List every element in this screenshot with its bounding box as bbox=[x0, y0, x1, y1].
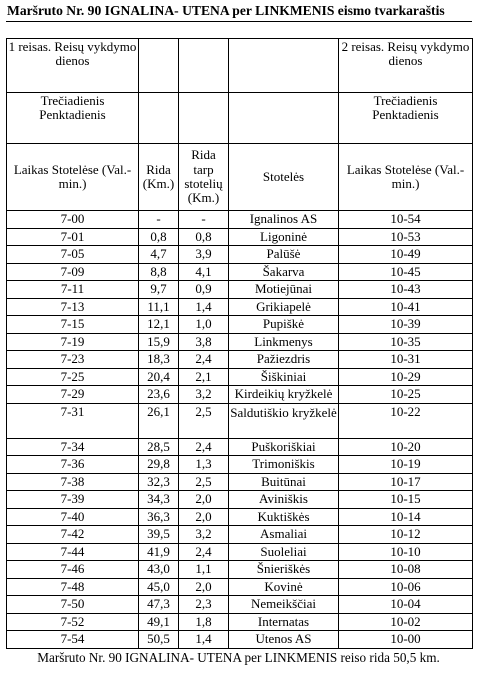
cell-stop-name: Šiškiniai bbox=[229, 368, 339, 386]
cell-stop-name: Kovinė bbox=[229, 578, 339, 596]
cell-distance: - bbox=[139, 211, 179, 229]
cell-time-trip2: 10-54 bbox=[339, 211, 473, 229]
cell-time-trip2: 10-45 bbox=[339, 263, 473, 281]
cell-distance: 39,5 bbox=[139, 526, 179, 544]
cell-distance-between: 2,5 bbox=[179, 403, 229, 438]
table-row bbox=[7, 543, 473, 561]
table-row bbox=[7, 228, 473, 246]
empty-cell bbox=[139, 39, 179, 93]
cell-distance: 32,3 bbox=[139, 473, 179, 491]
title-underline bbox=[6, 21, 472, 22]
cell-distance: 45,0 bbox=[139, 578, 179, 596]
cell-stop-name: Šnieriškės bbox=[229, 561, 339, 579]
empty-cell bbox=[229, 39, 339, 93]
empty-cell bbox=[179, 39, 229, 93]
cell-distance-between: 2,4 bbox=[179, 543, 229, 561]
cell-distance-between: 1,3 bbox=[179, 456, 229, 474]
cell-time-trip2: 10-08 bbox=[339, 561, 473, 579]
table-row bbox=[7, 438, 473, 456]
cell-distance: 4,7 bbox=[139, 246, 179, 264]
cell-time-trip2: 10-14 bbox=[339, 508, 473, 526]
cell-distance-between: 3,2 bbox=[179, 526, 229, 544]
cell-time-trip2: 10-41 bbox=[339, 298, 473, 316]
table-row bbox=[7, 211, 473, 229]
cell-distance: 28,5 bbox=[139, 438, 179, 456]
cell-time-trip1: 7-31 bbox=[7, 403, 139, 438]
table-row bbox=[7, 526, 473, 544]
cell-stop-name: Internatas bbox=[229, 613, 339, 631]
table-row bbox=[7, 333, 473, 351]
cell-stop-name: Trimoniškis bbox=[229, 456, 339, 474]
cell-distance-between: 2,4 bbox=[179, 351, 229, 369]
route-distance-note: Maršruto Nr. 90 IGNALINA- UTENA per LINKMENIS reiso rida 50,5 km. bbox=[37, 650, 440, 665]
cell-time-trip1: 7-05 bbox=[7, 246, 139, 264]
cell-time-trip1: 7-15 bbox=[7, 316, 139, 334]
cell-time-trip1: 7-48 bbox=[7, 578, 139, 596]
cell-time-trip2: 10-15 bbox=[339, 491, 473, 509]
cell-time-trip2: 10-43 bbox=[339, 281, 473, 299]
cell-distance: 20,4 bbox=[139, 368, 179, 386]
cell-time-trip2: 10-39 bbox=[339, 316, 473, 334]
cell-time-trip2: 10-06 bbox=[339, 578, 473, 596]
cell-distance-between: 2,3 bbox=[179, 596, 229, 614]
cell-distance: 11,1 bbox=[139, 298, 179, 316]
cell-time-trip1: 7-25 bbox=[7, 368, 139, 386]
cell-time-trip1: 7-38 bbox=[7, 473, 139, 491]
cell-time-trip1: 7-11 bbox=[7, 281, 139, 299]
cell-stop-name: Nemeikščiai bbox=[229, 596, 339, 614]
table-row bbox=[7, 631, 473, 649]
cell-distance-between: 2,1 bbox=[179, 368, 229, 386]
cell-time-trip1: 7-23 bbox=[7, 351, 139, 369]
cell-time-trip1: 7-40 bbox=[7, 508, 139, 526]
cell-stop-name: Pažiezdris bbox=[229, 351, 339, 369]
cell-time-trip2: 10-53 bbox=[339, 228, 473, 246]
cell-distance: 18,3 bbox=[139, 351, 179, 369]
table-row bbox=[7, 351, 473, 369]
table-row bbox=[7, 508, 473, 526]
table-row bbox=[7, 578, 473, 596]
column-header-time2: Laikas Stotelėse (Val.- min.) bbox=[339, 144, 473, 211]
cell-stop-name: Suoleliai bbox=[229, 543, 339, 561]
cell-stop-name: Palūšė bbox=[229, 246, 339, 264]
cell-distance-between: 1,0 bbox=[179, 316, 229, 334]
cell-time-trip1: 7-50 bbox=[7, 596, 139, 614]
cell-stop-name: Saldutiškio kryžkelė bbox=[229, 403, 339, 438]
cell-distance: 50,5 bbox=[139, 631, 179, 649]
cell-time-trip1: 7-09 bbox=[7, 263, 139, 281]
empty-cell bbox=[139, 93, 179, 144]
cell-time-trip1: 7-00 bbox=[7, 211, 139, 229]
cell-stop-name: Ligoninė bbox=[229, 228, 339, 246]
cell-time-trip1: 7-19 bbox=[7, 333, 139, 351]
cell-distance: 36,3 bbox=[139, 508, 179, 526]
cell-stop-name: Motiejūnai bbox=[229, 281, 339, 299]
cell-time-trip1: 7-29 bbox=[7, 386, 139, 404]
cell-time-trip2: 10-04 bbox=[339, 596, 473, 614]
cell-distance: 43,0 bbox=[139, 561, 179, 579]
cell-stop-name: Buitūnai bbox=[229, 473, 339, 491]
cell-distance: 34,3 bbox=[139, 491, 179, 509]
cell-distance-between: 0,8 bbox=[179, 228, 229, 246]
document-title: Maršruto Nr. 90 IGNALINA- UTENA per LINKMENIS eismo tvarkaraštis bbox=[7, 3, 445, 18]
cell-distance: 26,1 bbox=[139, 403, 179, 438]
cell-stop-name: Aviniškis bbox=[229, 491, 339, 509]
cell-distance-between: 3,9 bbox=[179, 246, 229, 264]
column-header-distance-between: Rida tarp stotelių (Km.) bbox=[179, 144, 229, 211]
table-row bbox=[7, 561, 473, 579]
cell-distance-between: 1,8 bbox=[179, 613, 229, 631]
cell-stop-name: Linkmenys bbox=[229, 333, 339, 351]
cell-distance-between: 0,9 bbox=[179, 281, 229, 299]
column-header-time1: Laikas Stotelėse (Val.- min.) bbox=[7, 144, 139, 211]
cell-stop-name: Utenos AS bbox=[229, 631, 339, 649]
column-header-stops: Stotelės bbox=[229, 144, 339, 211]
cell-distance-between: 1,4 bbox=[179, 298, 229, 316]
cell-distance-between: 1,1 bbox=[179, 561, 229, 579]
cell-distance: 9,7 bbox=[139, 281, 179, 299]
schedule-table bbox=[6, 38, 473, 649]
column-header-distance: Rida (Km.) bbox=[139, 144, 179, 211]
cell-distance: 47,3 bbox=[139, 596, 179, 614]
cell-time-trip2: 10-10 bbox=[339, 543, 473, 561]
trip2-days: Trečiadienis Penktadienis bbox=[339, 93, 473, 144]
cell-time-trip1: 7-54 bbox=[7, 631, 139, 649]
table-row bbox=[7, 596, 473, 614]
cell-time-trip2: 10-31 bbox=[339, 351, 473, 369]
cell-distance-between: 3,8 bbox=[179, 333, 229, 351]
table-row bbox=[7, 491, 473, 509]
header-row-days bbox=[7, 93, 473, 144]
cell-distance-between: 2,0 bbox=[179, 508, 229, 526]
table-row bbox=[7, 403, 473, 438]
cell-time-trip1: 7-01 bbox=[7, 228, 139, 246]
cell-time-trip2: 10-35 bbox=[339, 333, 473, 351]
cell-distance-between: 2,0 bbox=[179, 491, 229, 509]
table-row bbox=[7, 456, 473, 474]
cell-stop-name: Kuktiškės bbox=[229, 508, 339, 526]
cell-time-trip2: 10-00 bbox=[339, 631, 473, 649]
cell-distance-between: - bbox=[179, 211, 229, 229]
cell-distance: 8,8 bbox=[139, 263, 179, 281]
cell-distance-between: 2,0 bbox=[179, 578, 229, 596]
cell-time-trip1: 7-42 bbox=[7, 526, 139, 544]
cell-stop-name: Grikiapelė bbox=[229, 298, 339, 316]
cell-time-trip1: 7-52 bbox=[7, 613, 139, 631]
cell-time-trip1: 7-13 bbox=[7, 298, 139, 316]
empty-cell bbox=[229, 93, 339, 144]
cell-distance: 29,8 bbox=[139, 456, 179, 474]
cell-time-trip1: 7-39 bbox=[7, 491, 139, 509]
cell-time-trip2: 10-29 bbox=[339, 368, 473, 386]
cell-time-trip2: 10-20 bbox=[339, 438, 473, 456]
trip1-header: 1 reisas. Reisų vykdymo dienos bbox=[7, 39, 139, 93]
cell-stop-name: Asmaliai bbox=[229, 526, 339, 544]
cell-time-trip2: 10-19 bbox=[339, 456, 473, 474]
table-row bbox=[7, 298, 473, 316]
table-row bbox=[7, 613, 473, 631]
cell-stop-name: Kirdeikių kryžkelė bbox=[229, 386, 339, 404]
cell-time-trip2: 10-25 bbox=[339, 386, 473, 404]
header-row-columns bbox=[7, 144, 473, 211]
cell-time-trip2: 10-17 bbox=[339, 473, 473, 491]
table-row bbox=[7, 316, 473, 334]
cell-time-trip2: 10-12 bbox=[339, 526, 473, 544]
cell-distance-between: 2,4 bbox=[179, 438, 229, 456]
empty-cell bbox=[179, 93, 229, 144]
trip2-header: 2 reisas. Reisų vykdymo dienos bbox=[339, 39, 473, 93]
cell-distance: 12,1 bbox=[139, 316, 179, 334]
cell-distance-between: 4,1 bbox=[179, 263, 229, 281]
cell-stop-name: Ignalinos AS bbox=[229, 211, 339, 229]
cell-time-trip1: 7-36 bbox=[7, 456, 139, 474]
cell-distance-between: 1,4 bbox=[179, 631, 229, 649]
table-row bbox=[7, 386, 473, 404]
cell-time-trip1: 7-34 bbox=[7, 438, 139, 456]
cell-time-trip2: 10-22 bbox=[339, 403, 473, 438]
cell-distance: 41,9 bbox=[139, 543, 179, 561]
cell-time-trip2: 10-49 bbox=[339, 246, 473, 264]
cell-stop-name: Šakarva bbox=[229, 263, 339, 281]
cell-distance: 23,6 bbox=[139, 386, 179, 404]
cell-distance: 0,8 bbox=[139, 228, 179, 246]
cell-time-trip1: 7-46 bbox=[7, 561, 139, 579]
cell-time-trip2: 10-02 bbox=[339, 613, 473, 631]
trip1-days: Trečiadienis Penktadienis bbox=[7, 93, 139, 144]
table-row bbox=[7, 473, 473, 491]
cell-stop-name: Puškoriškiai bbox=[229, 438, 339, 456]
cell-time-trip1: 7-44 bbox=[7, 543, 139, 561]
cell-distance-between: 3,2 bbox=[179, 386, 229, 404]
cell-stop-name: Pupiškė bbox=[229, 316, 339, 334]
table-row bbox=[7, 281, 473, 299]
table-row bbox=[7, 368, 473, 386]
cell-distance: 15,9 bbox=[139, 333, 179, 351]
cell-distance-between: 2,5 bbox=[179, 473, 229, 491]
header-row-trips bbox=[7, 39, 473, 93]
table-row bbox=[7, 263, 473, 281]
table-row bbox=[7, 246, 473, 264]
cell-distance: 49,1 bbox=[139, 613, 179, 631]
